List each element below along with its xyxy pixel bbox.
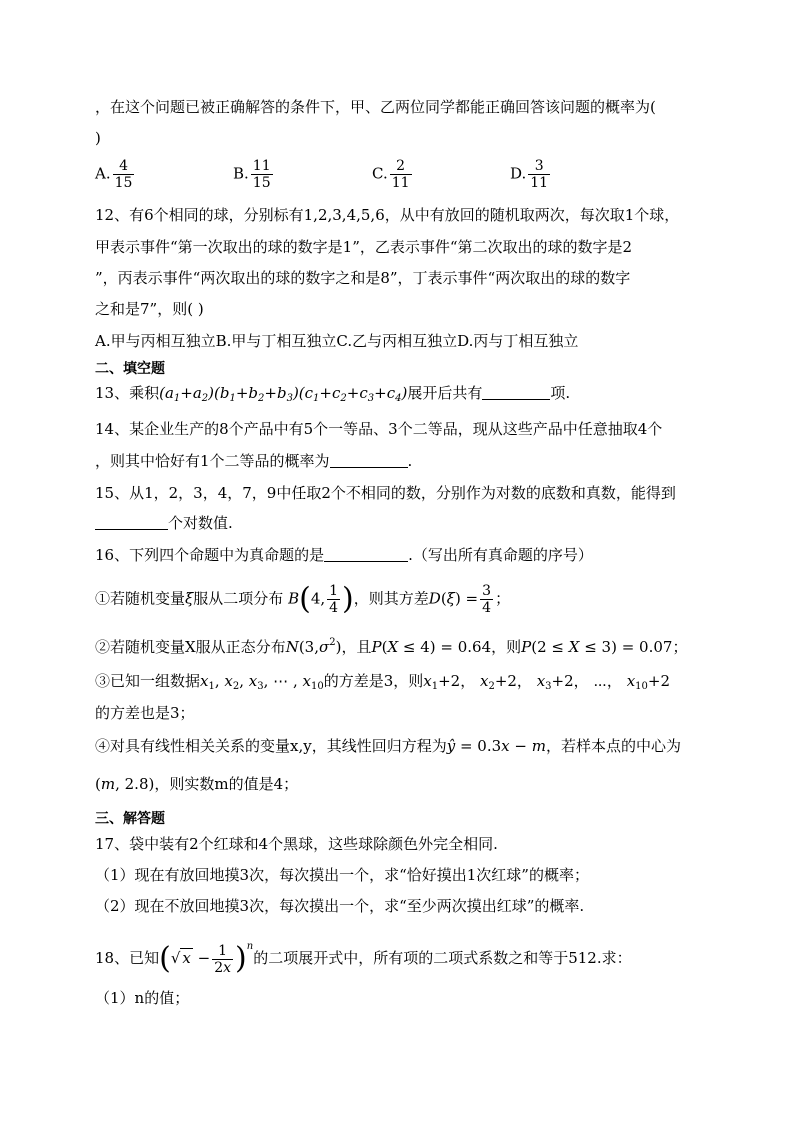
q12-line-3: ”，丙表示事件“两次取出的球的数字之和是8”，丁表示事件“两次取出的球的数字	[95, 269, 631, 287]
fraction: $\frac{1}{4}$	[329, 583, 339, 616]
q11-option-b: B. $\frac{11}{15}$	[233, 158, 271, 191]
sqrt-expression: √ x	[170, 949, 191, 967]
fraction: $\frac{3}{11}$	[530, 158, 549, 191]
q15-line-2: 个对数值.	[95, 512, 233, 534]
q11-close-paren: )	[95, 129, 101, 147]
q11-option-d: D. $\frac{3}{11}$	[510, 158, 549, 191]
q11-option-a: A. $\frac{4}{15}$	[95, 158, 133, 191]
q11-tail: ，在这个问题已被正确解答的条件下，甲、乙两位同学都能正确回答该问题的概率为(	[95, 98, 656, 116]
answer-blank[interactable]	[95, 515, 168, 530]
section-3-heading: 三、解答题	[95, 811, 165, 827]
q13: 13、乘积$(a_1+a_2)(b_1+b_2+b_3)(c_1+c_2+c_3+c_4)$展开后共有 项.	[95, 384, 571, 404]
q15-line-1: 15、从1，2，3，4，7，9中任取2个不相同的数，分别作为对数的底数和真数，能得到	[95, 484, 676, 502]
q12-line-1: 12、有6个相同的球，分别标有1,2,3,4,5,6，从中有放回的随机取两次，每次取1个球，	[95, 206, 680, 224]
q16-proposition-2: ②若随机变量X服从正态分布$N(3,\sigma^2)$，且P(X ≤ 4) = 0.64，则P(2 ≤ X ≤ 3) = 0.07；	[95, 637, 688, 656]
q16-proposition-3-line-2: 的方差也是3；	[95, 704, 195, 722]
fraction: $\frac{3}{4}$	[482, 583, 492, 616]
q17-part-1: （1）现在有放回地摸3次，每次摸出一个，求“恰好摸出1次红球”的概率；	[95, 866, 589, 884]
fraction: $\frac{2}{11}$	[391, 158, 410, 191]
q11-option-c: C. $\frac{2}{11}$	[372, 158, 410, 191]
q14-line-1: 14、某企业生产的8个产品中有5个一等品、3个二等品，现从这些产品中任意抽取4个	[95, 420, 663, 438]
fraction: $\frac{4}{15}$	[114, 158, 133, 191]
q16-proposition-1: ①若随机变量ξ服从二项分布 B(4, $\frac{1}{4}$ )，则其方差D(ξ) = $\frac{3}{4}$ ；	[95, 581, 511, 617]
fraction: $\frac{1}{2x}$	[214, 942, 232, 976]
q18-part-1: （1）n的值；	[95, 989, 190, 1007]
q16-proposition-4-line-2: (m, 2.8)，则实数m的值是4；	[95, 775, 299, 793]
q17-part-2: （2）现在不放回地摸3次，每次摸出一个，求“至少两次摸出红球”的概率.	[95, 897, 585, 915]
q16-proposition-3: ③已知一组数据$x_1$, $x_2$, $x_3$, ⋯ , $x_{10}$的方差是3，则$x_1+2$， $x_2+2$， $x_3+2$， ⋯， $x_{10}+2$	[95, 672, 671, 692]
q12-options: A.甲与丙相互独立B.甲与丁相互独立C.乙与丙相互独立D.丙与丁相互独立	[95, 332, 579, 350]
q14-line-2: ，则其中恰好有1个二等品的概率为 .	[95, 452, 413, 470]
q16-stem: 16、下列四个命题中为真命题的是 .（写出所有真命题的序号）	[95, 546, 593, 564]
q12-line-2: 甲表示事件“第一次取出的球的数字是1”，乙表示事件“第二次取出的球的数字是2	[95, 238, 633, 256]
fraction: $\frac{11}{15}$	[252, 158, 271, 191]
section-2-heading: 二、填空题	[95, 361, 165, 377]
q17-line-1: 17、袋中装有2个红球和4个黑球，这些球除颜色外完全相同.	[95, 835, 498, 853]
q18-stem: 18、已知(√ x − $\frac{1}{2x}$ )$^n$的二项展开式中，所有项的二项式系数之和等于512.求：	[95, 941, 632, 976]
q12-line-4: 之和是7”，则( )	[95, 300, 204, 318]
answer-blank[interactable]	[482, 385, 550, 400]
q16-proposition-4: ④对具有线性相关关系的变量x,y，其线性回归方程为ŷ = 0.3x − m，若样本点的中心为	[95, 737, 681, 755]
answer-blank[interactable]	[330, 453, 408, 468]
answer-blank[interactable]	[324, 547, 408, 562]
product-expression: $(a_1+a_2)(b_1+b_2+b_3)(c_1+c_2+c_3+c_4)$	[159, 384, 408, 404]
